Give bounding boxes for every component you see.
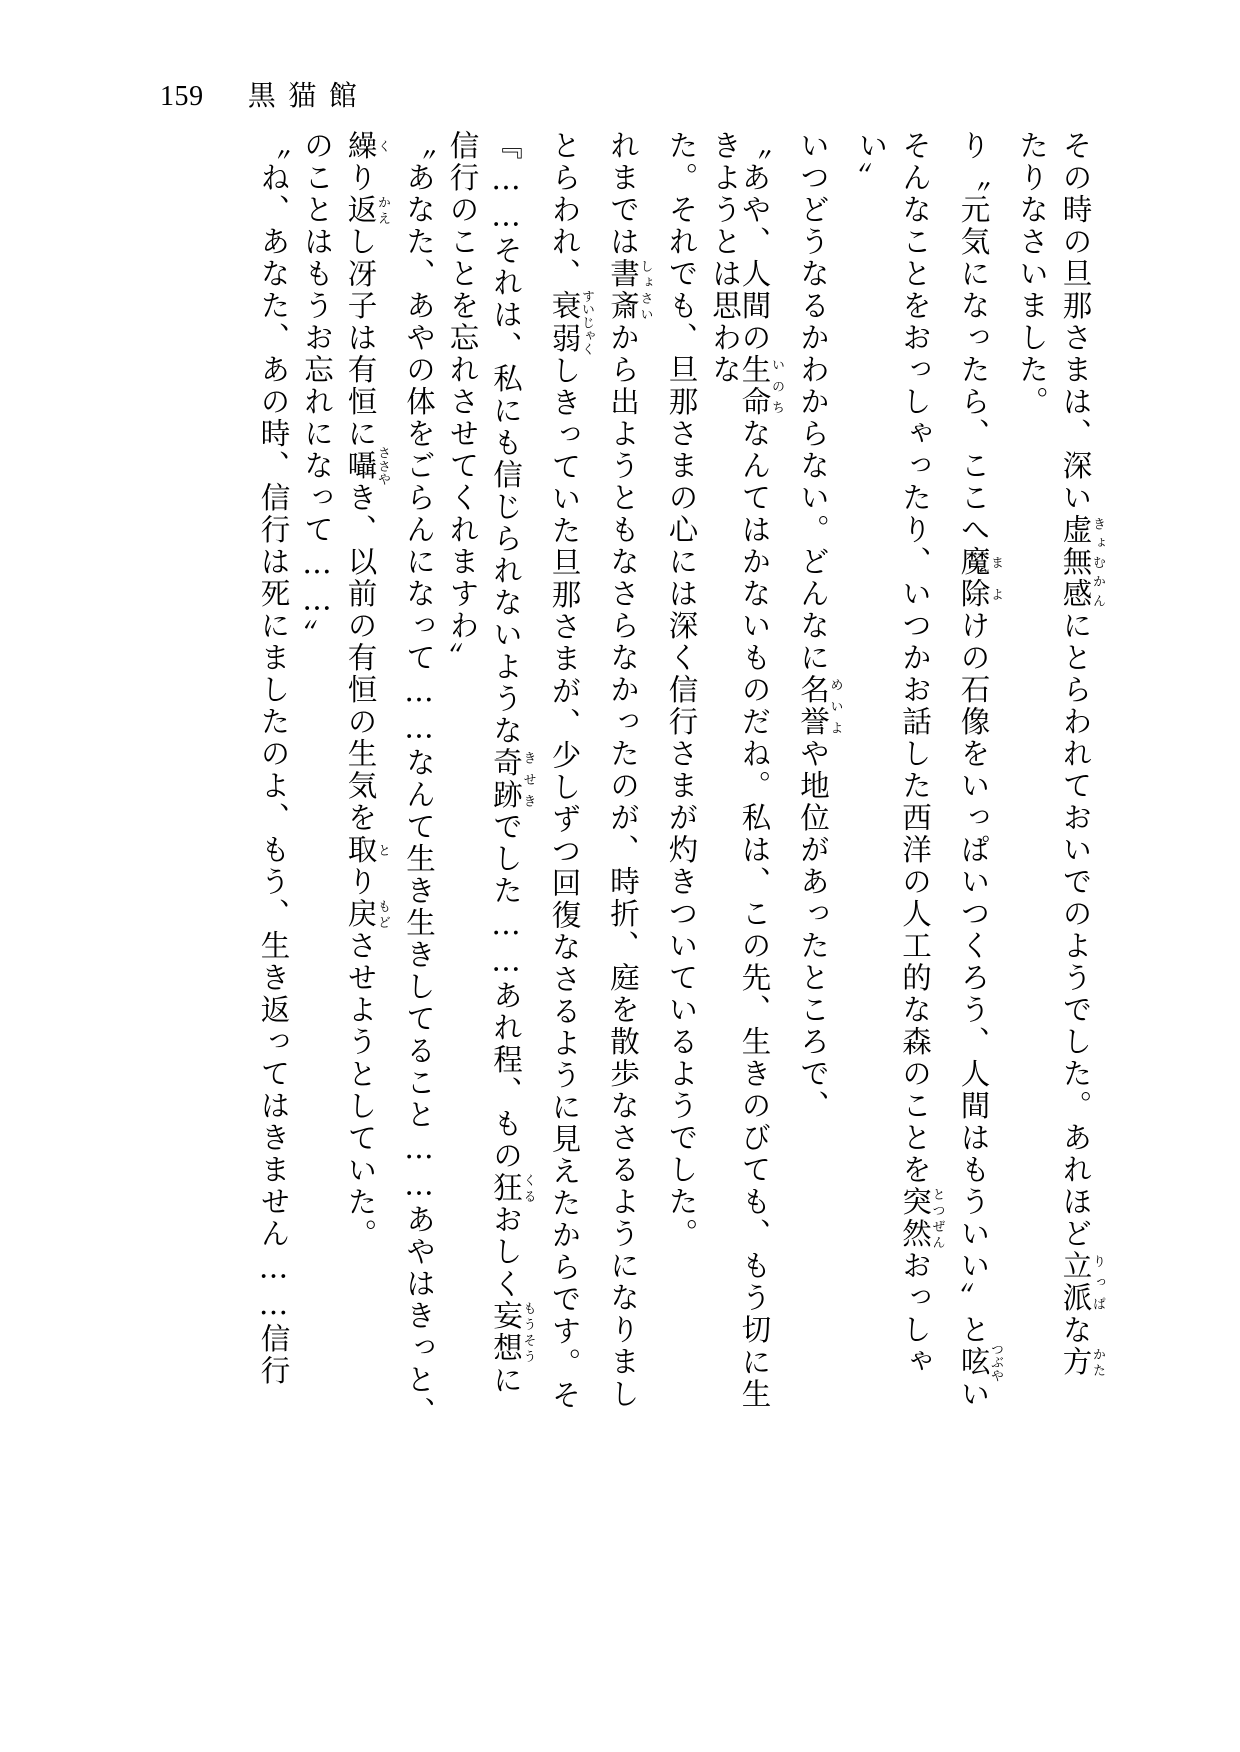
- text-column: いつどうなるかわからない。どんなに名誉めいよや地位があったところで、: [796, 130, 843, 1123]
- text-column: 〝あなた、あやの体をごらんになって……なんて生き生きしてること……あやはきっと、: [402, 130, 436, 1429]
- text-column: とらわれ、衰弱すいじゃくしきっていた旦那さまが、少しずつ回復なさるように見えたからです。そ: [547, 130, 594, 1412]
- text-column: その時の旦那さまは、深い虚無感きょむかんにとらわれておいでのようでした。あれほど立派りっぱな方かた: [1058, 130, 1105, 1379]
- text-column: 〝あや、人間の生命いのちなんてはかないものだね。私は、この先、生きのびても、もう切に生きようとは思わな: [708, 130, 784, 1411]
- text-column: い〟: [854, 130, 889, 195]
- text-column: 『……それは、私にも信じられないような奇跡きせきでした……あれ程、もの狂くるおしく妄想もうそうに: [489, 130, 536, 1397]
- running-title: 黒猫館: [247, 81, 370, 112]
- text-column: 繰くり返かえし冴子は有恒に囁ささやき、以前の有恒の生気を取とり戻もどさせようとしていた。: [343, 130, 390, 1251]
- page-number: 159: [160, 81, 204, 112]
- text-column: れまでは書斎しょさいから出ようともなさらなかったのが、時折、庭を散歩なさるようになりまし: [606, 130, 653, 1411]
- text-column: り〝元気になったら、ここへ魔除まよけの石像をいっぱいつくろう、人間はもういい〟と呟つぶやい: [956, 130, 1003, 1411]
- vertical-text-block: [244, 130, 1144, 1440]
- text-column: 信行のことを忘れさせてくれますわ〟: [445, 130, 480, 675]
- running-head: [160, 74, 370, 114]
- text-column: た。それでも、旦那さまの心には深く信行さまが灼きついているようでした。: [664, 130, 699, 1251]
- text-column: そんなことをおっしゃったり、いつかお話した西洋の人工的な森のことを突然とつぜんおっしゃ: [898, 130, 945, 1379]
- text-column: のことはもうお忘れになって……〟: [300, 130, 334, 652]
- text-column: 〝ね、あなた、あの時、信行は死にましたのよ、もう、生き返ってはきません……信行: [256, 130, 291, 1388]
- text-column: たりなさいました。: [1015, 130, 1049, 419]
